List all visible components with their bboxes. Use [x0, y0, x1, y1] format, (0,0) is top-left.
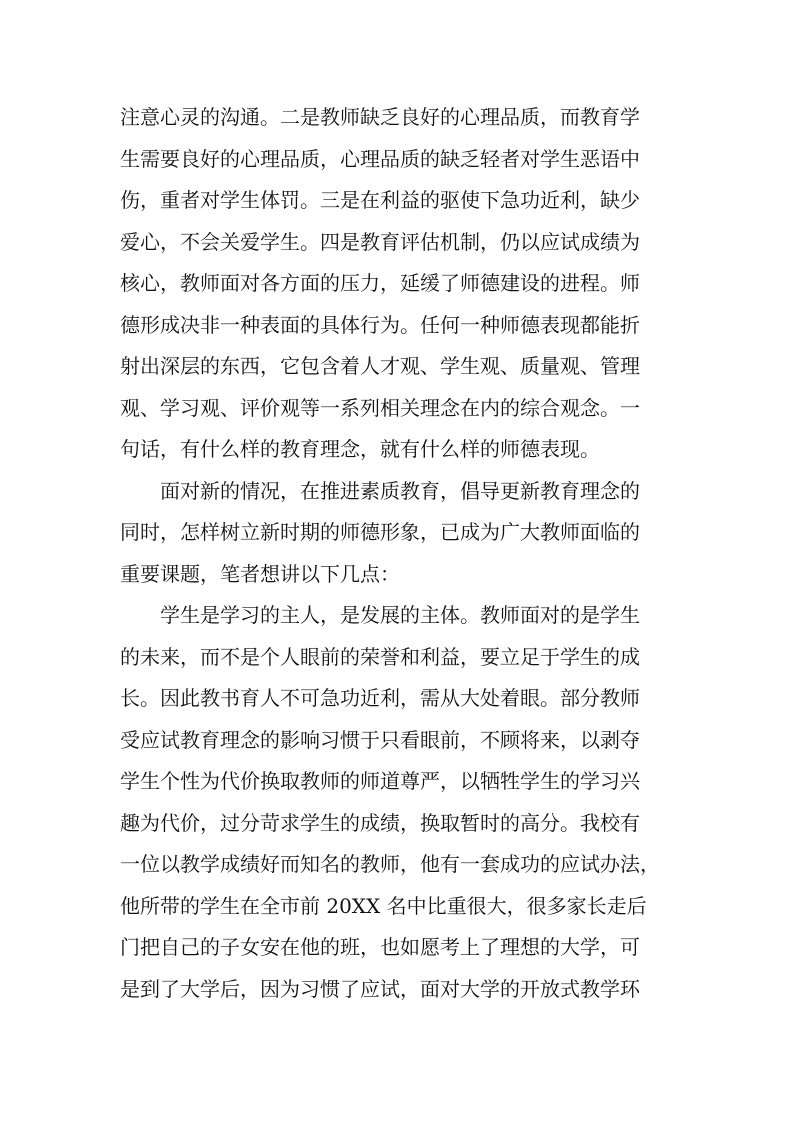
- text-line: 学生个性为代价换取教师的师道尊严，以牺牲学生的学习兴: [120, 769, 640, 793]
- text-line: 长。因此教书育人不可急功近利，需从大处着眼。部分教师: [120, 686, 640, 710]
- text-line: 句话，有什么样的教育理念，就有什么样的师德表现。: [120, 437, 600, 461]
- text-line: 核心，教师面对各方面的压力，延缓了师德建设的进程。师: [120, 271, 640, 295]
- paragraph-start-line: 学生是学习的主人，是发展的主体。教师面对的是学生: [160, 603, 640, 627]
- text-line: 受应试教育理念的影响习惯于只看眼前，不顾将来，以剥夺: [120, 727, 640, 752]
- text-line: 一位以教学成绩好而知名的教师，他有一套成功的应试办法，: [120, 852, 660, 876]
- text-line: 德形成决非一种表面的具体行为。任何一种师德表现都能折: [120, 312, 640, 337]
- text-line: 的未来，而不是个人眼前的荣誉和利益，要立足于学生的成: [120, 644, 640, 669]
- text-line: 趣为代价，过分苛求学生的成绩，换取暂时的高分。我校有: [120, 810, 640, 835]
- text-line: 注意心灵的沟通。二是教师缺乏良好的心理品质，而教育学: [120, 105, 640, 129]
- text-line: 重要课题，笔者想讲以下几点：: [120, 561, 400, 586]
- paragraph-start-line: 面对新的情况，在推进素质教育，倡导更新教育理念的: [160, 478, 640, 503]
- text-line: 是到了大学后，因为习惯了应试，面对大学的开放式教学环: [120, 976, 640, 1001]
- text-line: 生需要良好的心理品质，心理品质的缺乏轻者对学生恶语中: [120, 146, 640, 171]
- body-text: [120, 97, 680, 1010]
- text-line: 观、学习观、评价观等一系列相关理念在内的综合观念。一: [120, 395, 640, 420]
- text-line: 同时，怎样树立新时期的师德形象，已成为广大教师面临的: [120, 520, 640, 544]
- text-line: 门把自己的子女安在他的班，也如愿考上了理想的大学，可: [120, 935, 640, 959]
- text-line: 伤，重者对学生体罚。三是在利益的驱使下急功近利，缺少: [120, 188, 640, 212]
- text-line: 射出深层的东西，它包含着人才观、学生观、质量观、管理: [120, 354, 640, 378]
- text-line: 爱心，不会关爱学生。四是教育评估机制，仍以应试成绩为: [120, 229, 640, 254]
- text-line: 他所带的学生在全市前 20XX 名中比重很大，很多家长走后: [120, 893, 647, 918]
